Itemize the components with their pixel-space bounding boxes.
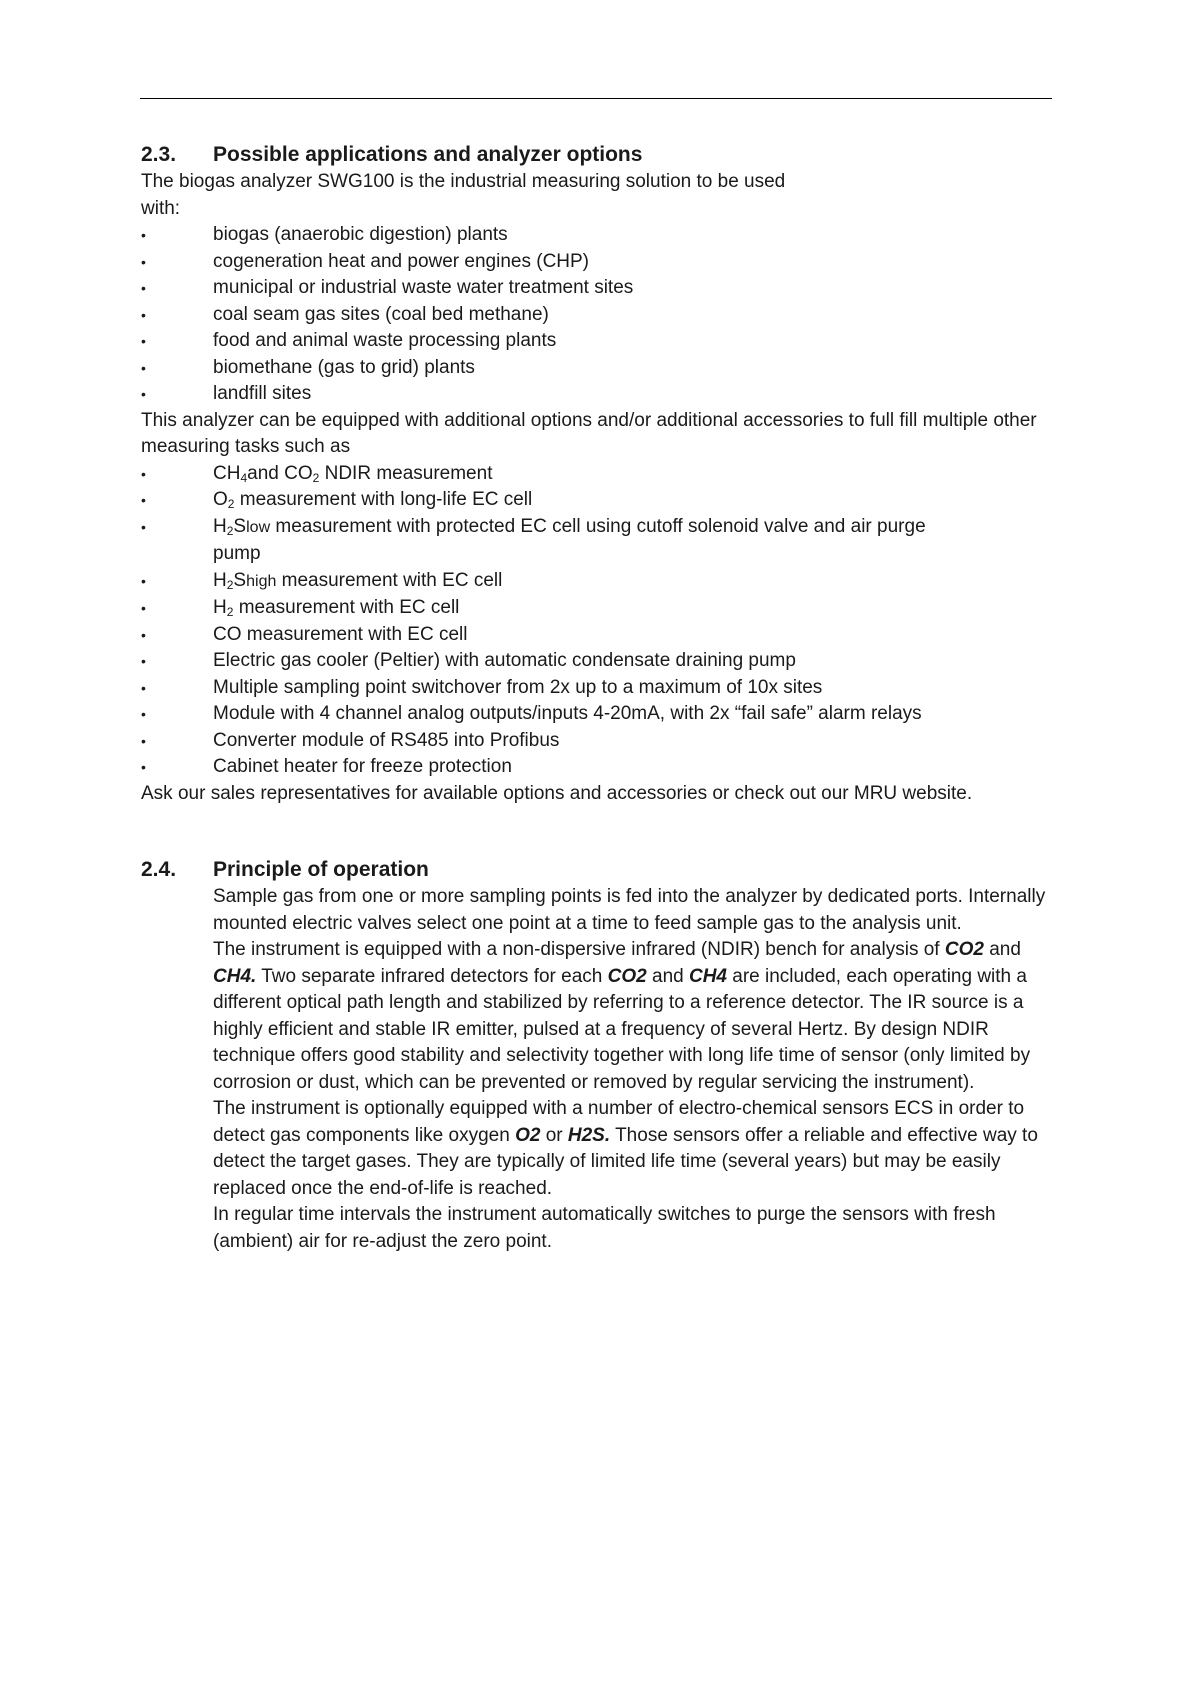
section-title: Possible applications and analyzer options [213,143,643,166]
section-gap [141,807,1061,856]
operation-paragraph: In regular time intervals the instrument automatically switches to purge the sensors with fresh (ambient) air for re-adjust the zero point. [213,1204,996,1252]
applications-list [141,222,1061,408]
bullet-icon: • [141,333,146,349]
bullet-icon: • [141,706,146,722]
list-item: • $H_2$ measurement with EC cell [141,595,1061,622]
operation-paragraph: Sample gas from one or more sampling points is fed into the analyzer by dedicated ports. Internally mounted electric valves select one point at a time to feed sample gas to the analysis unit. [213,886,1046,934]
bullet-icon: • [141,518,146,535]
bullet-icon: • [141,653,146,669]
list-item: • Cabinet heater for freeze protection [141,754,1061,781]
list-item: • biomethane (gas to grid) plants [141,355,1061,382]
list-item: • municipal or industrial waste water treatment sites [141,275,1061,302]
list-item: • Electric gas cooler (Peltier) with automatic condensate draining pump [141,648,1061,675]
bullet-icon: • [141,572,146,589]
list-item: • landfill sites [141,381,1061,408]
list-item: • biogas (anaerobic digestion) plants [141,222,1061,249]
header-rule [140,98,1052,99]
bullet-icon: • [141,280,146,296]
options-intro: This analyzer can be equipped with additional options and/or additional accessories to full fill multiple other measuring tasks such as [141,409,1037,457]
section-heading-2-4 [141,856,1061,884]
bullet-icon: • [141,359,146,376]
list-item: • coal seam gas sites (coal bed methane) [141,302,1061,329]
list-item: • food and animal waste processing plants [141,328,1061,355]
options-list [141,461,1061,781]
section-heading-2-3 [141,141,1061,169]
bullet-icon: • [141,679,146,696]
bullet-icon: • [141,600,146,616]
intro-paragraph: The biogas analyzer SWG100 is the industrial measuring solution to be used with: [141,171,786,219]
bullet-icon: • [141,492,146,508]
bullet-icon: • [141,253,146,270]
section-number: 2.4. [141,858,177,881]
page-content [141,141,1061,1255]
section-number: 2.3. [141,143,177,166]
list-item: • Converter module of RS485 into Profibus [141,728,1061,755]
list-item: • $H_2Shigh$ measurement with EC cell [141,568,1061,596]
bullet-icon: • [141,759,146,775]
bullet-icon: • [141,465,146,482]
list-item: • $CH_4and$ $CO_2$ NDIR measurement [141,461,1061,488]
bullet-icon: • [141,626,146,643]
list-item: • $H_2Slow$ measurement with protected EC cell using cutoff solenoid valve and air purge pump [141,514,1061,568]
section-title: Principle of operation [213,858,429,881]
list-item: • cogeneration heat and power engines (CHP) [141,249,1061,276]
operation-paragraph: The instrument is equipped with a non-dispersive infrared (NDIR) bench for analysis of CO2 and CH4. Two separate infrared detectors for each CO2 and CH4 are included, each operating with a different optical path length and stabilized by referring to a reference detector. The IR source is a highly efficient and stable IR emitter, pulsed at a frequency of several Hertz. By design NDIR technique offers good stability and selectivity together with long life time of sensor (only limited by corrosion or dust, which can be prevented or removed by regular servicing the instrument). [213,939,1031,1093]
outro-paragraph: Ask our sales representatives for available options and accessories or check out our MRU website. [141,782,973,804]
bullet-icon: • [141,386,146,402]
bullet-icon: • [141,227,146,243]
list-item: • $O_2$ measurement with long-life EC cell [141,487,1061,514]
list-item: • CO measurement with EC cell [141,622,1061,649]
operation-body [213,884,1061,1255]
operation-paragraph: The instrument is optionally equipped with a number of electro-chemical sensors ECS in order to detect gas components like oxygen O2 or H2S. Those sensors offer a reliable and effective way to detect the target gases. They are typically of limited life time (several years) but may be easily replaced once the end-of-life is reached. [213,1098,1038,1199]
bullet-icon: • [141,732,146,749]
bullet-icon: • [141,306,146,323]
list-item: • Multiple sampling point switchover from 2x up to a maximum of 10x sites [141,675,1061,702]
list-item: • Module with 4 channel analog outputs/inputs 4-20mA, with 2x “fail safe” alarm relays [141,701,1061,728]
